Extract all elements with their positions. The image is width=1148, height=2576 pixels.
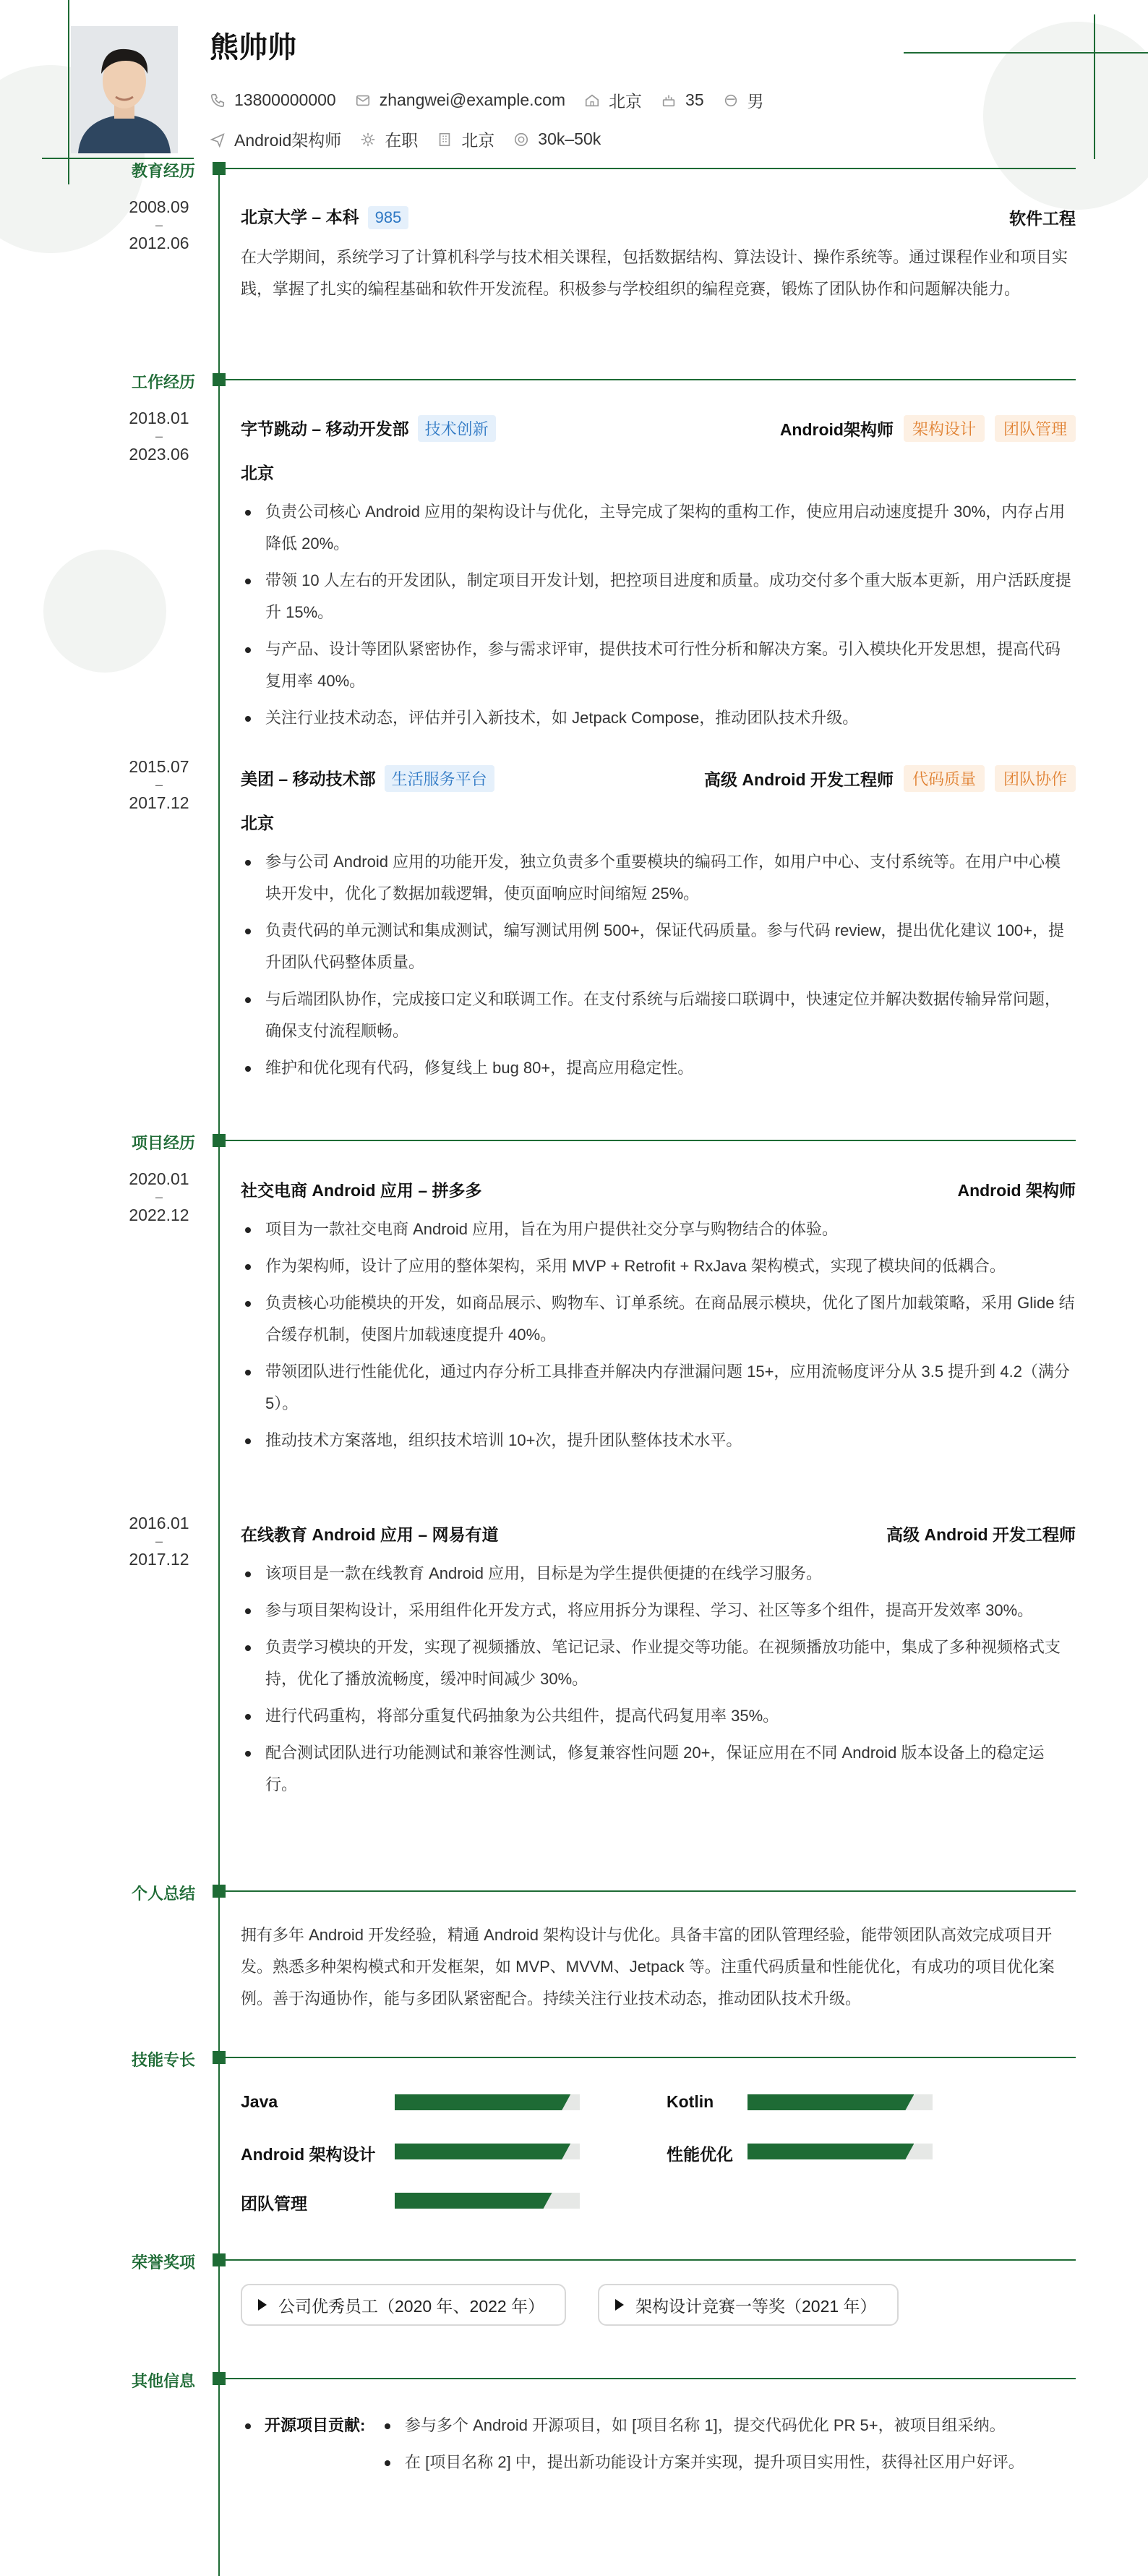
skill-bar — [748, 2094, 933, 2110]
education-major: 软件工程 — [1009, 209, 1076, 228]
section-divider-skills — [226, 2057, 1076, 2058]
skill-bar-fill — [395, 2144, 570, 2159]
frame-line-left-vertical — [68, 0, 69, 184]
skill-bar — [748, 2144, 933, 2159]
skill-name: Java — [241, 2092, 278, 2111]
email-value: zhangwei@example.com — [379, 90, 566, 109]
skill-bar — [395, 2144, 580, 2159]
phone-value: 13800000000 — [234, 90, 336, 109]
award-item: 架构设计竞赛一等奖（2021 年） — [598, 2284, 899, 2326]
phone-icon — [210, 93, 226, 108]
section-marker-project — [213, 1134, 226, 1147]
project-2-bullets — [241, 1558, 1076, 1806]
status-item — [360, 127, 418, 151]
section-divider-summary — [226, 1890, 1076, 1892]
section-divider-project — [226, 1140, 1076, 1141]
work-2-role-tag: 代码质量 — [904, 765, 985, 792]
status-value: 在职 — [385, 131, 419, 150]
hometown-value: 北京 — [609, 92, 643, 111]
list-item: 参与项目架构设计，采用组件化开发方式，将应用拆分为课程、学习、社区等多个组件，提高开发效率 30%。 — [241, 1595, 1076, 1626]
section-marker-education — [213, 162, 226, 175]
section-marker-work — [213, 373, 226, 386]
list-item: 负责学习模块的开发，实现了视频播放、笔记记录、作业提交等功能。在视频播放功能中，集成了多种视频格式支持，优化了播放流畅度，缓冲时间减少 30%。 — [241, 1632, 1076, 1695]
avatar — [71, 26, 178, 153]
triangle-right-icon — [615, 2299, 624, 2311]
work-1-tag: 技术创新 — [418, 415, 496, 442]
building-icon — [437, 132, 453, 148]
work-2-role: 高级 Android 开发工程师 代码质量 团队协作 — [704, 765, 1076, 792]
work-2-company: 美团 – 移动技术部 生活服务平台 — [241, 765, 494, 792]
other-bullet-dot — [245, 2423, 251, 2429]
work-1-role: Android架构师 架构设计 团队管理 — [780, 415, 1076, 442]
section-title-project: 项目经历 — [131, 1134, 195, 1152]
skill-bar-fill — [748, 2144, 914, 2159]
section-marker-skills — [213, 2051, 226, 2064]
list-item: 在 [项目名称 2] 中，提出新功能设计方案并实现，提升项目实用性，获得社区用户好评。 — [380, 2447, 1076, 2478]
email-icon — [355, 93, 371, 108]
work-1-bullets — [241, 496, 1076, 739]
section-divider-awards — [226, 2259, 1076, 2261]
list-item: 与后端团队协作，完成接口定义和联调工作。在支付系统与后端接口联调中，快速定位并解决数据传输异常问题，确保支付流程顺畅。 — [241, 984, 1076, 1047]
section-marker-summary — [213, 1885, 226, 1898]
section-divider-work — [226, 379, 1076, 380]
work-2-city: 北京 — [241, 814, 274, 832]
money-icon — [513, 132, 529, 148]
header-contact-row — [210, 88, 783, 112]
skill-name: 团队管理 — [241, 2194, 307, 2213]
award-item: 公司优秀员工（2020 年、2022 年） — [241, 2284, 566, 2326]
section-title-awards: 荣誉奖项 — [131, 2253, 195, 2272]
work-1-company: 字节跳动 – 移动开发部 技术创新 — [241, 415, 496, 442]
city-item — [437, 127, 494, 151]
skill-bar — [395, 2193, 580, 2209]
section-divider-education — [226, 168, 1076, 169]
work-1-role-tag: 团队管理 — [995, 415, 1076, 442]
skill-bar-fill — [748, 2094, 914, 2110]
other-label: 开源项目贡献: — [265, 2416, 366, 2434]
send-icon — [210, 132, 226, 148]
salary-item — [513, 129, 601, 149]
summary-text: 拥有多年 Android 开发经验，精通 Android 架构设计与优化。具备丰富的团队管理经验，能带领团队高效完成项目开发。熟悉多种架构模式和开发框架，如 MVP、MVVM、Jetpack 等。注重代码质量和性能优化，有成功的项目优化案例。善于沟通协作，能与多团队紧密配合。持续关注行业技术动态，推动团队技术升级。 — [241, 1926, 1055, 2008]
list-item: 项目为一款社交电商 Android 应用，旨在为用户提供社交分享与购物结合的体验。 — [241, 1214, 1076, 1245]
job-target-value: Android架构师 — [234, 131, 342, 150]
project-1-role: Android 架构师 — [957, 1181, 1076, 1200]
gender-item — [723, 88, 764, 112]
city-value: 北京 — [461, 131, 495, 150]
list-item: 关注行业技术动态，评估并引入新技术，如 Jetpack Compose，推动团队技术升级。 — [241, 702, 1076, 734]
list-item: 该项目是一款在线教育 Android 应用，目标是为学生提供便捷的在线学习服务。 — [241, 1558, 1076, 1590]
age-value: 35 — [685, 90, 704, 109]
header-job-row — [210, 127, 620, 151]
education-school — [241, 204, 408, 229]
section-marker-other — [213, 2372, 226, 2385]
skill-bar-fill — [395, 2193, 552, 2209]
work-2-date: 2015.07 – 2017.12 — [129, 757, 189, 812]
age-item — [661, 90, 704, 110]
section-title-summary: 个人总结 — [131, 1885, 195, 1903]
list-item: 参与多个 Android 开源项目，如 [项目名称 1]，提交代码优化 PR 5+，被项目组采纳。 — [380, 2410, 1076, 2441]
skill-name: Android 架构设计 — [241, 2145, 376, 2164]
project-1-bullets — [241, 1214, 1076, 1462]
section-divider-other — [226, 2378, 1076, 2379]
list-item: 推动技术方案落地，组织技术培训 10+次，提升团队整体技术水平。 — [241, 1425, 1076, 1457]
work-2-bullets — [241, 846, 1076, 1089]
work-2-role-tag: 团队协作 — [995, 765, 1076, 792]
frame-line-right-horizontal — [904, 52, 1148, 54]
education-date: 2008.09 – 2012.06 — [129, 197, 189, 252]
work-1-role-tag: 架构设计 — [904, 415, 985, 442]
home-icon — [584, 93, 600, 108]
phone-item — [210, 90, 336, 110]
skill-name: 性能优化 — [667, 2145, 733, 2164]
cake-icon — [661, 93, 677, 108]
frame-line-right-vertical — [1094, 14, 1095, 159]
salary-value: 30k–50k — [538, 129, 601, 148]
work-1-city: 北京 — [241, 464, 274, 482]
education-school-name: 北京大学 – 本科 — [241, 208, 359, 226]
project-1-name: 社交电商 Android 应用 – 拼多多 — [241, 1181, 482, 1200]
list-item: 进行代码重构，将部分重复代码抽象为公共组件，提高代码复用率 35%。 — [241, 1700, 1076, 1732]
other-items — [380, 2410, 1076, 2483]
work-1-date: 2018.01 – 2023.06 — [129, 409, 189, 464]
education-tag: 985 — [368, 206, 409, 229]
job-target-item — [210, 127, 341, 151]
skill-name: Kotlin — [667, 2092, 714, 2111]
skill-bar-fill — [395, 2094, 570, 2110]
email-item — [355, 90, 565, 110]
education-description: 在大学期间，系统学习了计算机科学与技术相关课程，包括数据结构、算法设计、操作系统等。通过课程作业和项目实践，掌握了扎实的编程基础和软件开发流程。积极参与学校组织的编程竞赛，锻炼了团队协作和问题解决能力。 — [241, 248, 1068, 298]
triangle-right-icon — [258, 2299, 267, 2311]
list-item: 负责代码的单元测试和集成测试，编写测试用例 500+，保证代码质量。参与代码 review，提出优化建议 100+，提升团队代码整体质量。 — [241, 915, 1076, 978]
project-1-date: 2020.01 – 2022.12 — [129, 1169, 189, 1224]
list-item: 维护和优化现有代码，修复线上 bug 80+，提高应用稳定性。 — [241, 1052, 1076, 1084]
list-item: 参与公司 Android 应用的功能开发，独立负责多个重要模块的编码工作，如用户中心、支付系统等。在用户中心模块开发中，优化了数据加载逻辑，使页面响应时间缩短 25%。 — [241, 846, 1076, 910]
list-item: 带领团队进行性能优化，通过内存分析工具排查并解决内存泄漏问题 15+，应用流畅度评分从 3.5 提升到 4.2（满分 5）。 — [241, 1356, 1076, 1420]
decor-circle-mid-left — [43, 550, 166, 673]
list-item: 负责公司核心 Android 应用的架构设计与优化，主导完成了架构的重构工作，使应用启动速度提升 30%，内存占用降低 20%。 — [241, 496, 1076, 560]
list-item: 作为架构师，设计了应用的整体架构，采用 MVP + Retrofit + RxJava 架构模式，实现了模块间的低耦合。 — [241, 1250, 1076, 1282]
project-2-role: 高级 Android 开发工程师 — [886, 1525, 1076, 1544]
list-item: 负责核心功能模块的开发，如商品展示、购物车、订单系统。在商品展示模块，优化了图片加载策略，采用 Glide 结合缓存机制，使图片加载速度提升 40%。 — [241, 1287, 1076, 1351]
list-item: 带领 10 人左右的开发团队，制定项目开发计划，把控项目进度和质量。成功交付多个重大版本更新，用户活跃度提升 15%。 — [241, 565, 1076, 628]
section-title-work: 工作经历 — [131, 373, 195, 391]
section-title-education: 教育经历 — [131, 162, 195, 180]
skill-bar — [395, 2094, 580, 2110]
list-item: 配合测试团队进行功能测试和兼容性测试，修复兼容性问题 20+，保证应用在不同 Android 版本设备上的稳定运行。 — [241, 1737, 1076, 1801]
project-2-date: 2016.01 – 2017.12 — [129, 1514, 189, 1569]
section-title-other: 其他信息 — [131, 2372, 195, 2390]
section-title-skills: 技能专长 — [131, 2051, 195, 2069]
hometown-item — [584, 88, 642, 112]
gender-icon — [723, 93, 739, 108]
gear-icon — [360, 132, 376, 148]
gender-value: 男 — [747, 92, 764, 111]
resume-name: 熊帅帅 — [210, 32, 296, 64]
work-2-tag: 生活服务平台 — [385, 765, 494, 792]
project-2-name: 在线教育 Android 应用 – 网易有道 — [241, 1525, 499, 1544]
section-marker-awards — [213, 2253, 226, 2266]
list-item: 与产品、设计等团队紧密协作，参与需求评审，提供技术可行性分析和解决方案。引入模块化开发思想，提高代码复用率 40%。 — [241, 634, 1076, 697]
timeline-vertical — [218, 165, 220, 2576]
decor-circle-top-right — [983, 22, 1148, 210]
